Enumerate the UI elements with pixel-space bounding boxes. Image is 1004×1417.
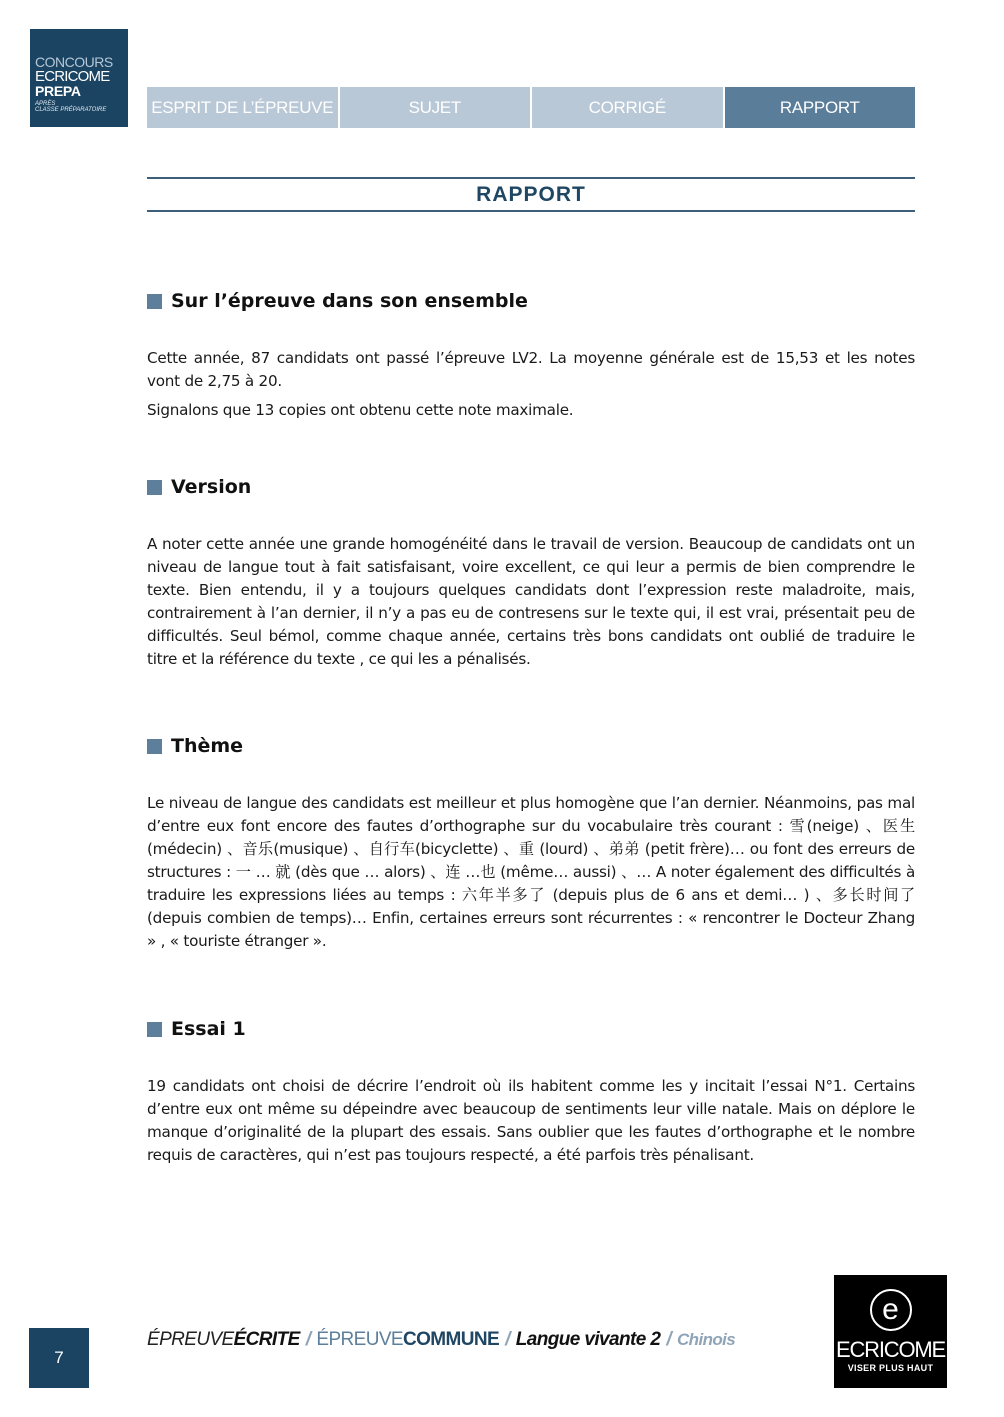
section-title: Sur l’épreuve dans son ensemble xyxy=(171,290,528,312)
logo-line-prepa: PREPA xyxy=(35,83,81,99)
paragraph: Le niveau de langue des candidats est meilleur et plus homogène que l’an dernier. Néanmoins, pas mal d’entre eux font encore des fautes d’orthographe sur du vocabulaire très courant : 雪(neige) 、医生(médecin) 、音乐(musique) 、自行车(bicyclette) 、重 (lourd) 、弟弟 (petit frère)… ou font des erreurs de structures : 一 … 就 (dès que … alors) 、连 …也 (même… aussi) 、… A noter également des difficultés à traduire les expressions liées au temps : 六年半多了 (depuis plus de 6 ans et demi… ) 、多长时间了 (depuis combien de temps)… Enfin, certaines erreurs sont récurrentes : « rencontrer le Docteur Zhang » , « touriste étranger ». xyxy=(147,794,915,950)
footer-separator: / xyxy=(666,1329,671,1350)
concours-logo xyxy=(30,29,128,127)
logo-line-classe: CLASSE PRÉPARATOIRE xyxy=(35,107,107,113)
ecricome-logo xyxy=(834,1275,947,1388)
section-theme xyxy=(147,733,915,953)
ecricome-e-icon: e xyxy=(870,1289,912,1331)
logo-brand: ECRICOME xyxy=(836,1337,945,1362)
tab-sujet[interactable]: SUJET xyxy=(340,87,531,128)
square-bullet-icon xyxy=(147,480,162,495)
logo-line-apres: APRÈS xyxy=(35,101,56,107)
tab-corrige[interactable]: CORRIGÉ xyxy=(532,87,723,128)
footer-langue: Langue vivante 2 xyxy=(515,1329,661,1350)
section-ensemble xyxy=(147,288,915,422)
paragraph: Cette année, 87 candidats ont passé l’épreuve LV2. La moyenne générale est de 15,53 et les notes vont de 2,75 à 20. xyxy=(147,349,915,390)
section-title: Essai 1 xyxy=(171,1018,246,1040)
tab-rapport[interactable]: RAPPORT xyxy=(725,87,916,128)
footer-ecrite: ÉCRITE xyxy=(233,1329,300,1350)
section-title: Version xyxy=(171,476,252,498)
page-title-bar xyxy=(147,177,915,212)
section-heading xyxy=(147,288,915,314)
section-essai-1 xyxy=(147,1016,915,1167)
section-heading xyxy=(147,1016,915,1042)
paragraph: A noter cette année une grande homogénéité dans le travail de version. Beaucoup de candidats ont un niveau de langue tout à fait satisfaisant, voire excellent, ce qui leur a permis de bien comprendre le texte. Bien entendu, il y a toujours quelques candidats dont l’expression reste maladroite, mais, contrairement à l’an dernier, il n’y a pas eu de contresens sur le texte qui, il est vrai, présentait peu de difficultés. Seul bémol, comme chaque année, certains très bons candidats ont oublié de traduire le titre et la référence du texte , ce qui les a pénalisés. xyxy=(147,535,915,668)
footer-exam-info xyxy=(147,1326,735,1354)
footer-separator: / xyxy=(505,1329,510,1350)
paragraph: 19 candidats ont choisi de décrire l’endroit où ils habitent comme les y incitait l’essai N°1. Certains d’entre eux ont même su dépeindre avec beaucoup de sentiments leur ville natale. Mais on déplore le manque d’originalité de la plupart des essais. Sans oublier que les fautes d’orthographe et le nombre requis de caractères, qui n’est pas toujours respecté, a été parfois très pénalisant. xyxy=(147,1077,915,1164)
section-title: Thème xyxy=(171,735,244,757)
footer-epreuve-2: ÉPREUVE xyxy=(316,1329,403,1350)
footer-chinois: Chinois xyxy=(677,1330,736,1349)
footer-separator: / xyxy=(305,1329,311,1350)
paragraph: Signalons que 13 copies ont obtenu cette note maximale. xyxy=(147,401,574,419)
logo-line-concours: CONCOURS xyxy=(35,54,113,70)
section-heading xyxy=(147,733,915,759)
tab-esprit-epreuve[interactable]: ESPRIT DE L’ÉPREUVE xyxy=(147,87,338,128)
section-version xyxy=(147,474,915,671)
square-bullet-icon xyxy=(147,739,162,754)
page-number: 7 xyxy=(29,1328,89,1388)
logo-tagline: VISER PLUS HAUT xyxy=(847,1363,934,1373)
footer-epreuve: ÉPREUVE xyxy=(147,1329,234,1350)
footer-commune: COMMUNE xyxy=(402,1329,500,1350)
square-bullet-icon xyxy=(147,1022,162,1037)
logo-line-ecricome: ECRICOME xyxy=(35,68,110,85)
square-bullet-icon xyxy=(147,294,162,309)
section-tabs xyxy=(147,87,915,128)
section-heading xyxy=(147,474,915,500)
page-title: RAPPORT xyxy=(476,182,586,206)
